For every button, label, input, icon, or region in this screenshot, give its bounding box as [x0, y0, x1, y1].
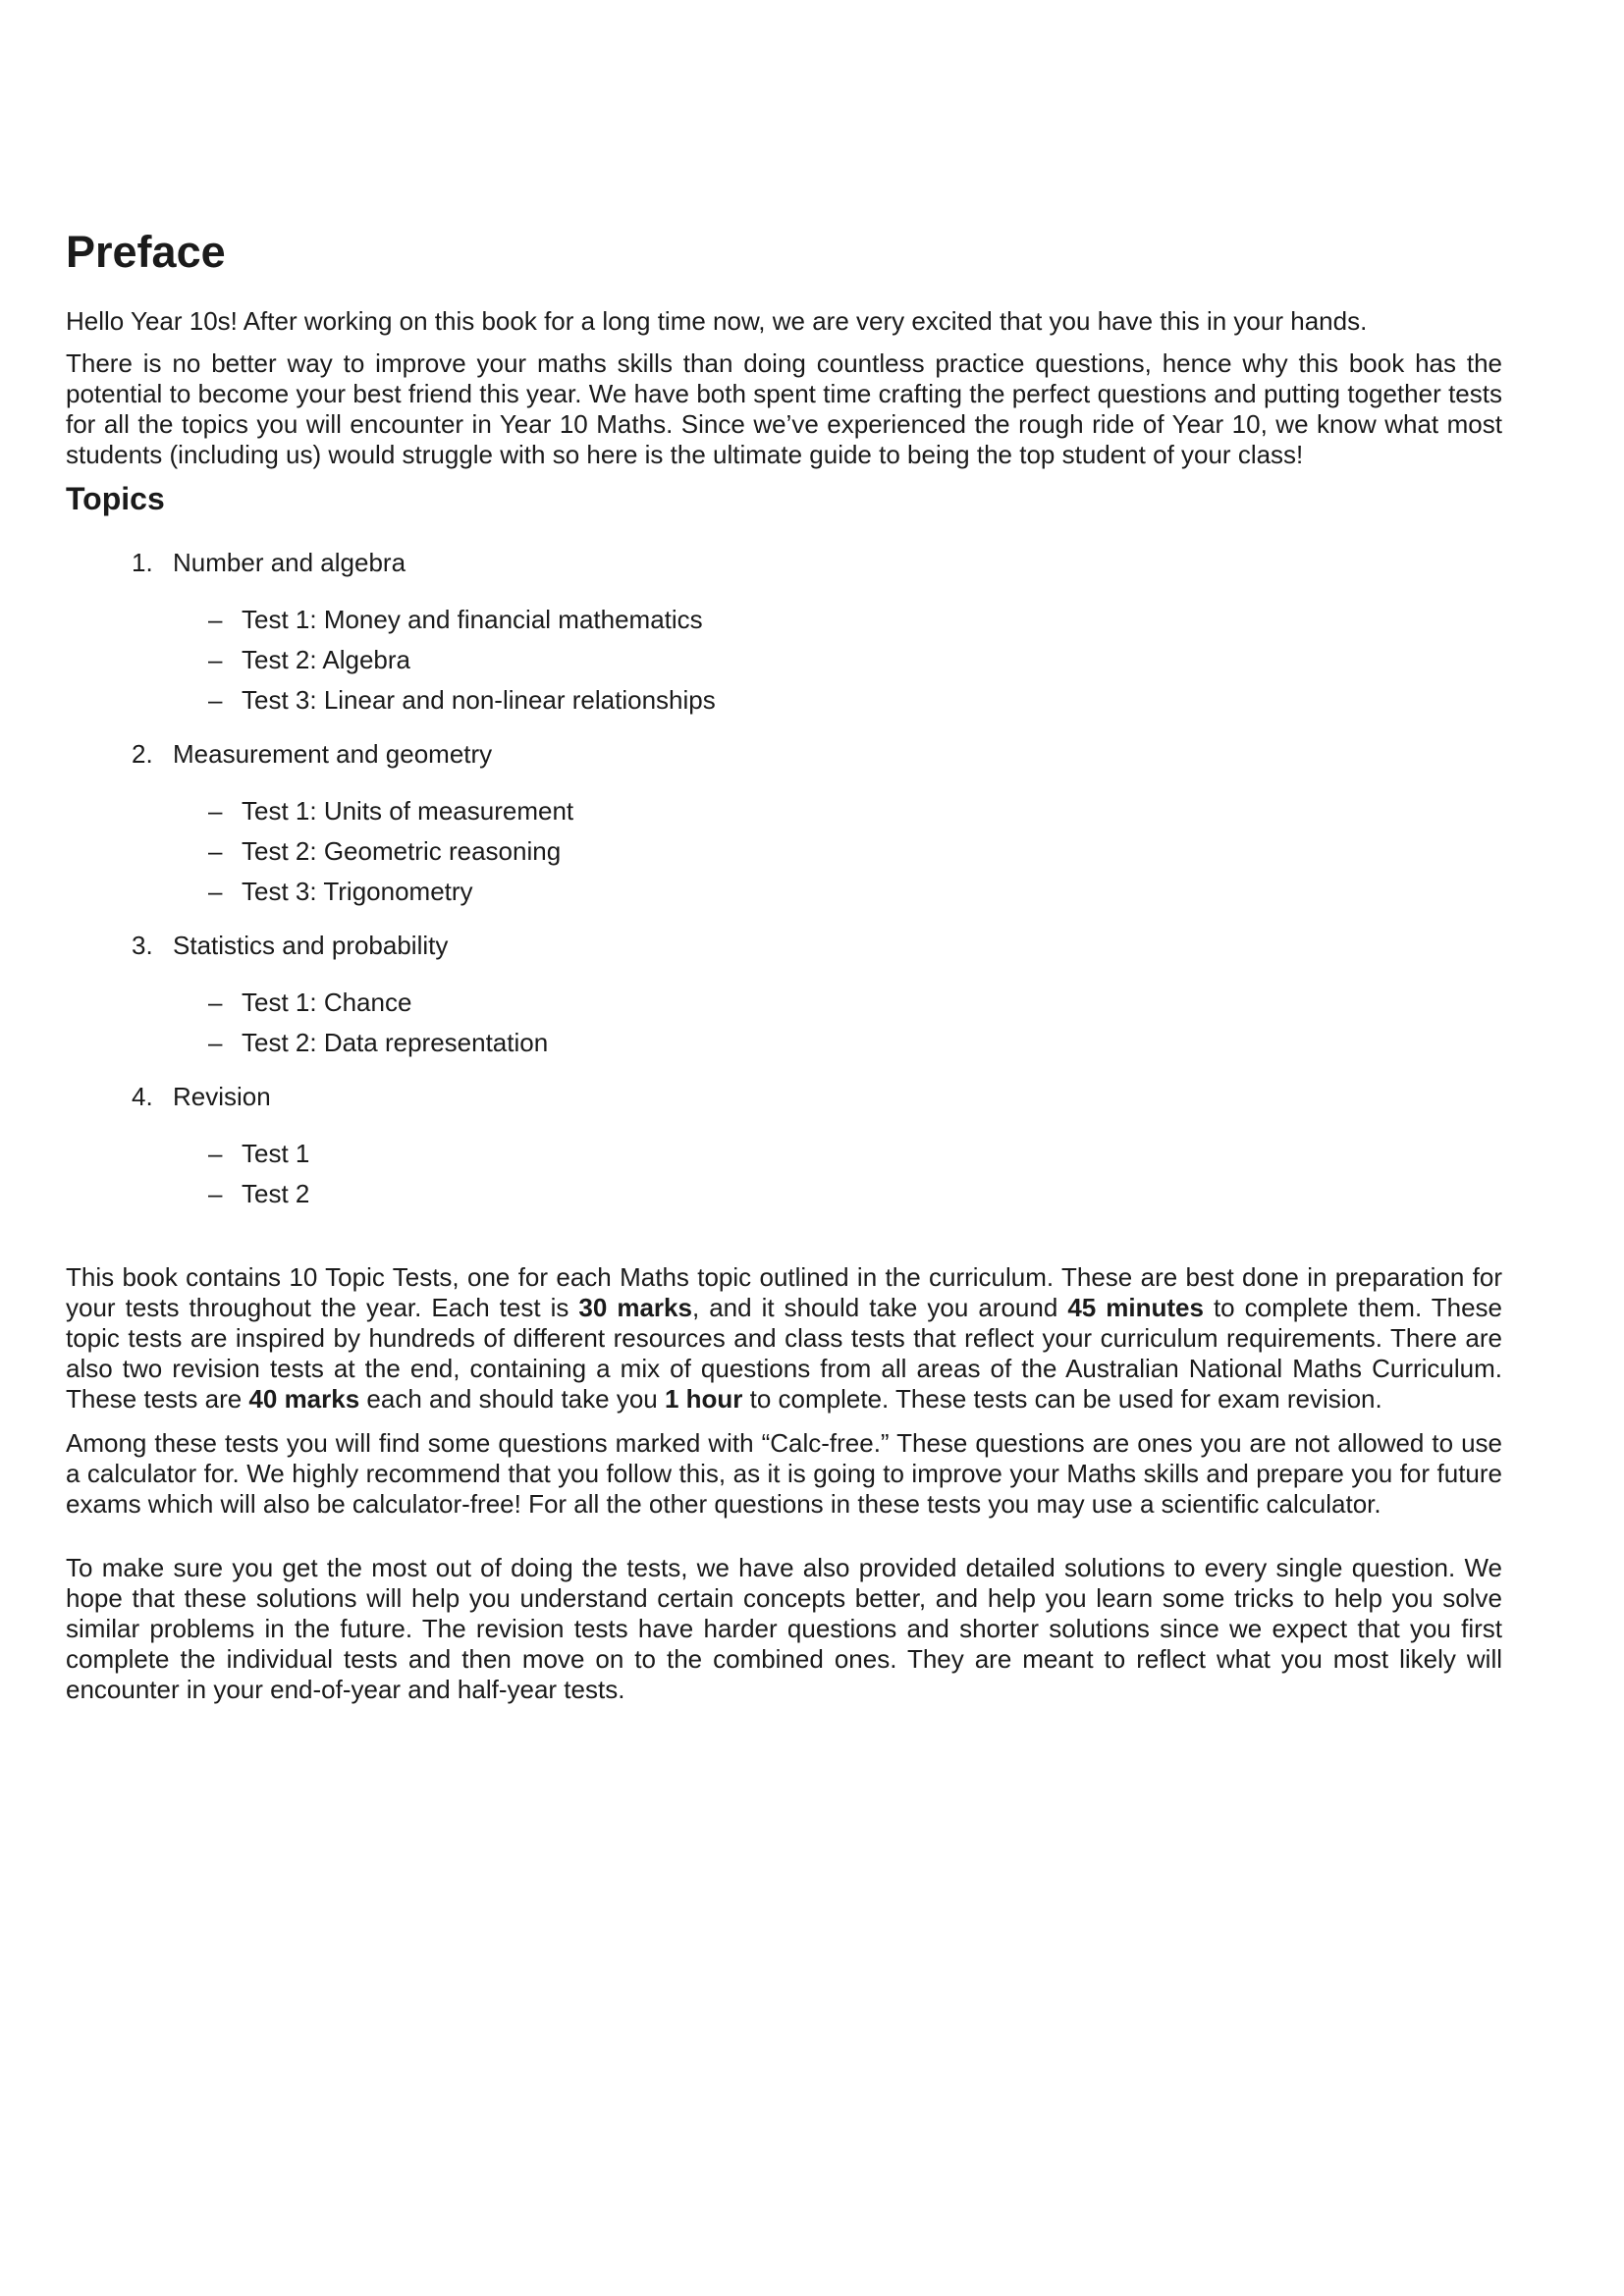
tests-description-paragraph [66, 1262, 1502, 1415]
dash-marker: – [208, 684, 223, 715]
test-list [66, 988, 1502, 1058]
test-item [208, 1139, 1502, 1169]
test-item [208, 877, 1502, 907]
test-list [66, 1139, 1502, 1209]
total-marks-bold: 30 marks [578, 1292, 692, 1322]
test-label: Test 1 [242, 1138, 310, 1168]
dash-marker: – [208, 604, 223, 634]
test-label: Test 2: Algebra [242, 644, 410, 674]
dash-marker: – [208, 1178, 223, 1208]
tests-description-text: , and it should take you around [691, 1292, 1068, 1322]
overview-paragraph: There is no better way to improve your maths skills than doing countless practice questions, hence why this book has the potential to become your best friend this year. We have both spent time crafting the perfect questions and putting together tests for all the topics you will encounter in Year 10 Maths. Since we’ve experienced the rough ride of Year 10, we know what most students (including us) would struggle with so here is the ultimate guide to being the top student of your class! [66, 347, 1502, 469]
revision-duration-bold: 1 hour [664, 1383, 743, 1414]
topics-heading: Topics [66, 480, 165, 516]
test-item [208, 836, 1502, 867]
test-item [208, 1028, 1502, 1058]
test-label: Test 1: Money and financial mathematics [242, 604, 703, 634]
test-label: Test 1: Units of measurement [242, 795, 574, 826]
solutions-paragraph: To make sure you get the most out of doing the tests, we have also provided detailed solutions to every single question. We hope that these solutions will help you understand certain concepts better, and help you learn some tricks to help you solve similar problems in the future. The revision tests have harder questions and shorter solutions since we expect that you first complete the individual tests and then move on to the combined ones. They are meant to reflect what you most likely will encounter in your end-of-year and half-year tests. [66, 1552, 1502, 1704]
test-item [208, 685, 1502, 716]
test-item [208, 645, 1502, 675]
tests-description-text: each and should take you [359, 1383, 665, 1414]
topics-list [66, 548, 1502, 1209]
topic-label [132, 548, 1502, 578]
test-label: Test 3: Linear and non-linear relationships [242, 684, 716, 715]
duration-bold: 45 minutes [1067, 1292, 1204, 1322]
dash-marker: – [208, 795, 223, 826]
topic-label [132, 739, 1502, 770]
revision-marks-bold: 40 marks [248, 1383, 360, 1414]
topic-number: 4. [132, 1081, 153, 1111]
tests-description-text: This book contains 10 Topic Tests, one for each Maths topic outlined in the curriculum. These are best done in preparation for your tests throughout the year. Each test is [66, 1261, 1502, 1322]
topic-title: Revision [173, 1081, 271, 1111]
test-list [66, 605, 1502, 716]
topic-item-revision [66, 1082, 1502, 1209]
calc-free-paragraph: Among these tests you will find some questions marked with “Calc-free.” These questions are ones you are not allowed to use a calculator for. We highly recommend that you follow this, as it is going to improve your Maths skills and prepare you for future exams which will also be calculator-free! For all the other questions in these tests you may use a scientific calculator. [66, 1427, 1502, 1519]
topic-item-number-and-algebra [66, 548, 1502, 716]
test-item [208, 796, 1502, 827]
dash-marker: – [208, 835, 223, 866]
topic-item-statistics-and-probability [66, 931, 1502, 1058]
page-title: Preface [66, 227, 226, 277]
topic-number: 2. [132, 738, 153, 769]
topic-title: Statistics and probability [173, 930, 449, 960]
test-label: Test 1: Chance [242, 987, 412, 1017]
topic-item-measurement-and-geometry [66, 739, 1502, 907]
dash-marker: – [208, 876, 223, 906]
topic-title: Number and algebra [173, 547, 406, 577]
intro-paragraph: Hello Year 10s! After working on this book for a long time now, we are very excited that you have this in your hands. [66, 305, 1368, 336]
topic-label [132, 1082, 1502, 1112]
topic-label [132, 931, 1502, 961]
dash-marker: – [208, 644, 223, 674]
tests-description-text: to complete them. These topic tests are inspired by hundreds of different resources and class tests that reflect your curriculum requirements. There are also two revision tests at the end, containing a mix of questions from all areas of the Australian National Maths Curriculum. These tests are [66, 1292, 1502, 1414]
dash-marker: – [208, 1027, 223, 1057]
topic-title: Measurement and geometry [173, 738, 493, 769]
test-label: Test 2: Data representation [242, 1027, 549, 1057]
test-label: Test 3: Trigonometry [242, 876, 473, 906]
test-item [208, 1179, 1502, 1209]
test-item [208, 605, 1502, 635]
tests-description-text: to complete. These tests can be used for exam revision. [742, 1383, 1382, 1414]
test-label: Test 2 [242, 1178, 310, 1208]
topic-number: 3. [132, 930, 153, 960]
dash-marker: – [208, 1138, 223, 1168]
test-label: Test 2: Geometric reasoning [242, 835, 562, 866]
dash-marker: – [208, 987, 223, 1017]
test-item [208, 988, 1502, 1018]
topic-number: 1. [132, 547, 153, 577]
test-list [66, 796, 1502, 907]
